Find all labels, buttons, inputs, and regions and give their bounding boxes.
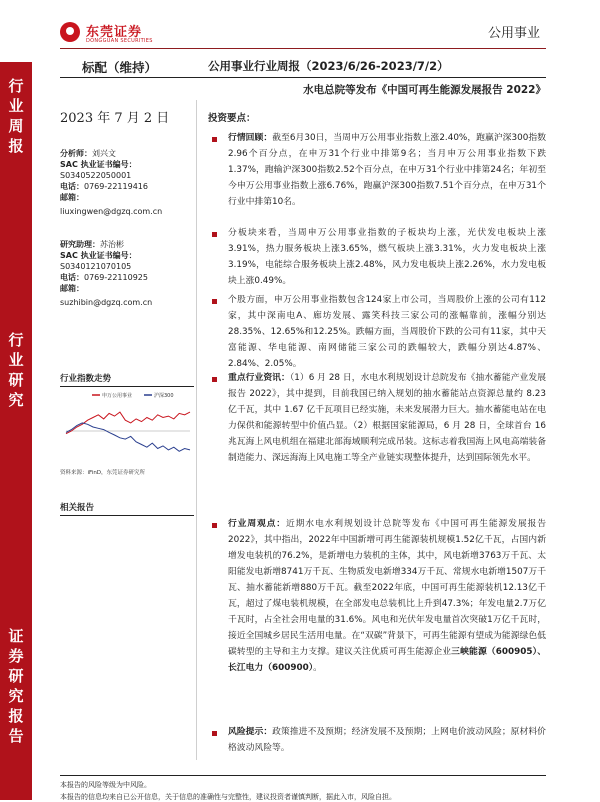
analyst-cert: S0340522050001 (60, 171, 132, 180)
related-reports-title: 相关报告 (60, 503, 95, 513)
bullet-icon (212, 377, 217, 382)
chart-title: 行业指数走势 (60, 374, 112, 384)
para-heading: 重点行业资讯： (228, 373, 290, 383)
column-divider (196, 100, 197, 760)
cert-label: SAC 执业证书编号： (60, 160, 137, 169)
side-char: 告 (8, 727, 24, 745)
para-text: 近期水电水利规划设计总院等发布《中国可再生能源发展报告2022》，其中指出，2022年中国新增可再生能源装机规模1.52亿千瓦，占国内新增发电装机的76.2%，是新增电力装机的主体，其中，风电新增3763万千瓦、太阳能发电新增8741万千瓦、生物质发电新增334万千瓦、常规水电新增1507万千瓦、抽水蓄能新增880万千瓦。截至2022年底，中国可再生能源装机12.13亿千瓦，超过了煤电装机规模，在全部发电总装机比上升到47.3%；年发电量2.7万亿千瓦时，占全社会用电量的31.6%。风电和光伏年发电量首次突破1万亿千瓦时，接近全国城乡居民生活用电量。在“双碳”背景下，可再生能源有望成为能源绿色低碳转型的主导和主力支撑。建议关注优质可再生能源企业 (228, 519, 546, 657)
bullet-icon (212, 137, 217, 142)
side-char: 报 (8, 707, 24, 725)
key-points-title: 投资要点： (208, 113, 256, 124)
email-label: 邮箱： (60, 284, 84, 293)
related-rule (60, 515, 194, 516)
logo-icon (60, 22, 80, 42)
analyst-block (60, 148, 162, 217)
footer-rule (60, 775, 546, 776)
report-title: 公用事业行业周报（2023/6/26-2023/7/2） (208, 59, 449, 73)
market-review-paragraph (228, 130, 546, 210)
side-char: 研 (8, 371, 24, 389)
side-label-brand (0, 626, 32, 746)
side-label-category (0, 330, 32, 410)
email-label: 邮箱： (60, 193, 84, 202)
chart-series-line-0 (66, 412, 190, 434)
bullet-icon (212, 523, 217, 528)
para-text: （1）6 月 28 日，水电水利规划设计总院发布《抽水蓄能产业发展报告 2022》，其中提到，目前我国已纳入规划的抽水蓄能站点资源总量约 8.23 亿千瓦，其中 1.67 亿千瓦项目已经实施，未来发展潜力巨大。抽水蓄能电站在电力保供和能源转型中价值凸显。（2）根据国家能源局，6 月 28 日，全球首台 16 兆瓦海上风电机组在福建北部海域顺利完成吊装。这标志着我国海上风电高端装备制造能力、深远海海上风电施工等全产业链实现整体提升，达到国际领先水平。 (228, 373, 546, 463)
chart-legend-label: 沪深300 (154, 393, 174, 399)
para-text: 。 (313, 663, 322, 673)
side-char: 究 (8, 391, 24, 409)
analyst-label: 分析师： (60, 149, 92, 158)
footer-disclaimer: 本报告的信息均来自已公开信息，关于信息的准确性与完整性，建议投资者谨慎判断，据此入市，风险自担。 (60, 793, 396, 801)
para-heading: 风险提示： (228, 727, 273, 737)
side-char: 研 (8, 667, 24, 685)
bullet-icon (212, 232, 217, 237)
assistant-name: 苏治彬 (100, 240, 124, 249)
logo-english: DONGGUAN SECURITIES (86, 38, 153, 44)
assistant-label: 研究助理： (60, 240, 100, 249)
analyst-name: 刘兴文 (92, 149, 116, 158)
chart-legend-label: 申万公用事业 (102, 393, 133, 399)
para-text: 截至6月30日，当周申万公用事业指数上涨2.40%，跑赢沪深300指数2.96个百分点，在申万31个行业中排第9名；当月申万公用事业指数下跌1.37%，跑输沪深300指数2.52个百分点，在申万31个行业中排第24名；年初至今申万公用事业指数上涨6.76%，跑赢沪深300指数7.51个百分点，在申万31个行业中排第10名。 (228, 133, 546, 207)
logo-text: 东莞证券 (86, 25, 143, 40)
para-heading: 行业周观点： (228, 519, 286, 529)
side-char: 券 (8, 647, 24, 665)
analyst-email[interactable]: liuxingwen@dgzq.com.cn (60, 207, 163, 216)
cert-label: SAC 执业证书编号： (60, 251, 137, 260)
side-char: 行 (8, 77, 24, 95)
analyst-tel: 0769-22119416 (84, 182, 148, 191)
side-char: 周 (8, 117, 24, 135)
bullet-icon (212, 299, 217, 304)
assistant-cert: S0340121070105 (60, 262, 132, 271)
recommended-stocks: 三峡能源（600905）、长江电力（600900） (228, 647, 546, 673)
side-char: 业 (8, 351, 24, 369)
rating: 标配（维持） (82, 60, 158, 75)
title-rule (60, 77, 546, 78)
report-date: 2023 年 7 月 2 日 (60, 111, 170, 126)
index-chart (62, 390, 194, 464)
para-heading: 行情回顾： (228, 133, 273, 143)
sector-label: 公用事业 (488, 26, 541, 41)
para-text: 个股方面，申万公用事业指数包含124家上市公司，当周股价上涨的公司有112家，其中深南电A、廊坊发展、露笑科技三家公司的涨幅靠前，涨幅分别达28.35%、12.65%和12.25%。跌幅方面，当周股价下跌的公司有11家，其中天富能源、华电能源、南网储能三家公司的跌幅较大，跌幅分别达4.87%、2.84%、2.05%。 (228, 295, 546, 369)
side-char: 报 (8, 137, 24, 155)
chart-rule (60, 386, 194, 387)
weekly-view-paragraph (228, 516, 546, 676)
assistant-email[interactable]: suzhibin@dgzq.com.cn (60, 298, 153, 307)
chart-source: 资料来源：iFinD，东莞证券研究所 (60, 470, 146, 476)
assistant-block (60, 239, 152, 308)
para-text: 政策推进不及预期；经济发展不及预期；上网电价波动风险；原材料价格波动风险等。 (228, 727, 546, 753)
risk-paragraph (228, 724, 546, 756)
side-char: 行 (8, 331, 24, 349)
side-char: 业 (8, 97, 24, 115)
side-char: 究 (8, 687, 24, 705)
report-subtitle: 水电总院等发布《中国可再生能源发展报告 2022》 (303, 84, 546, 96)
chart-series-line-1 (66, 423, 190, 451)
footer-risk-level: 本报告的风险等级为中风险。 (60, 781, 151, 789)
bullet-icon (212, 731, 217, 736)
para-text: 分板块来看，当周申万公用事业指数的子板块均上涨，光伏发电板块上涨3.91%，热力服务板块上涨3.65%，燃气板块上涨3.31%，火力发电板块上涨3.19%，电能综合服务板块上涨2.48%，风力发电板块上涨2.26%，水力发电板块上涨0.49%。 (228, 228, 546, 286)
sector-paragraph (228, 225, 546, 289)
assistant-tel: 0769-22110925 (84, 273, 148, 282)
industry-news-paragraph (228, 370, 546, 466)
header-rule (60, 48, 546, 49)
stocks-paragraph (228, 292, 546, 372)
tel-label: 电话： (60, 182, 84, 191)
side-char: 证 (8, 627, 24, 645)
tel-label: 电话： (60, 273, 84, 282)
